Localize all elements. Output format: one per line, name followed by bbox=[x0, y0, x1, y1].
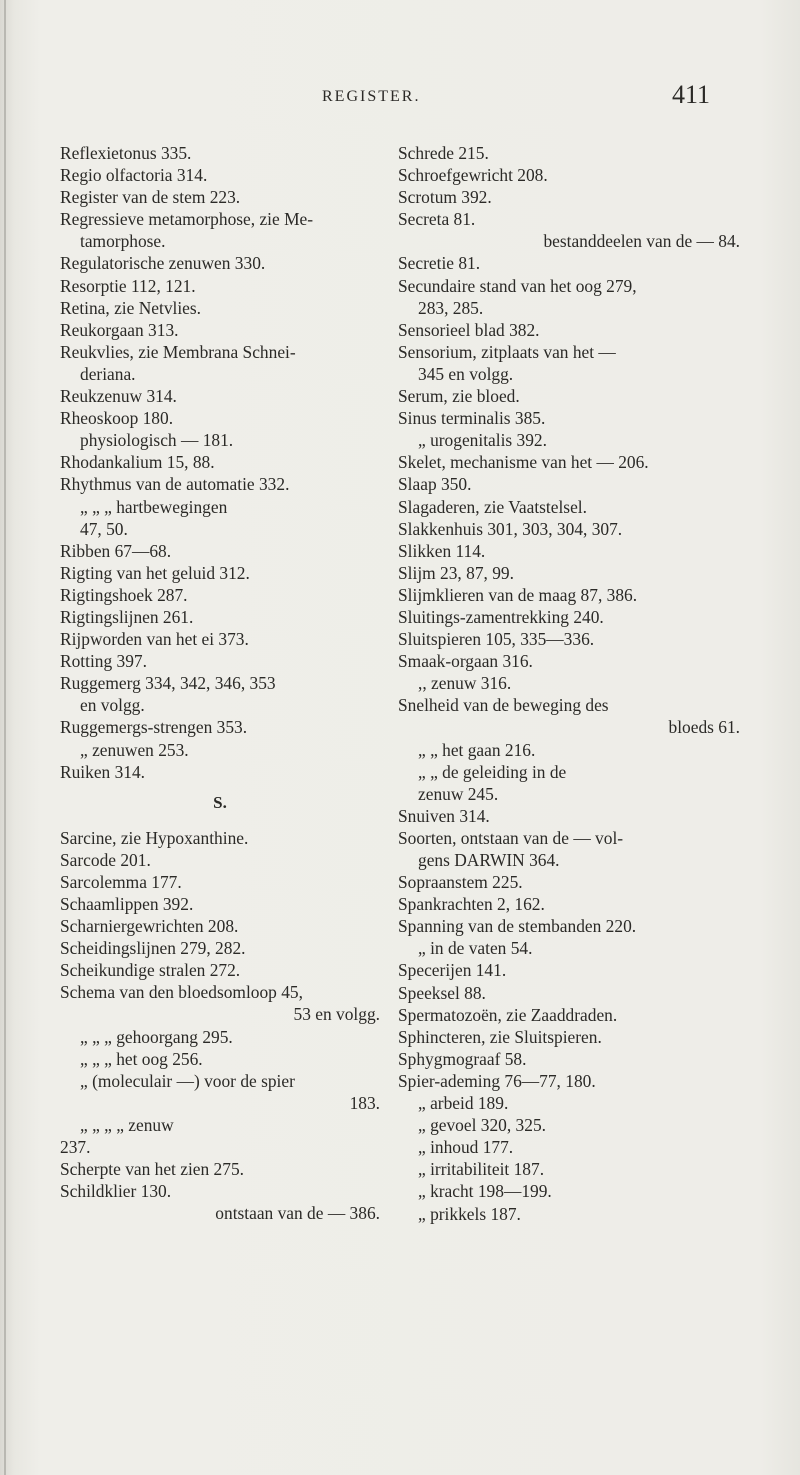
index-entry: Rhodankalium 15, 88. bbox=[60, 452, 215, 473]
index-entry: Spier-ademing 76—77, 180. bbox=[398, 1070, 596, 1091]
index-entry: Retina, zie Netvlies. bbox=[60, 297, 202, 318]
index-entry: Ribben 67—68. bbox=[60, 540, 172, 561]
index-entry-continuation: deriana. bbox=[80, 363, 136, 384]
index-entry: Rigtingslijnen 261. bbox=[60, 606, 194, 627]
index-entry: Reflexietonus 335. bbox=[60, 143, 192, 163]
index-entry: Scharniergewrichten 208. bbox=[60, 916, 239, 937]
index-entry: Scheikundige stralen 272. bbox=[60, 960, 241, 981]
index-entry: Sluitings-zamentrekking 240. bbox=[398, 606, 604, 627]
page-number: 411 bbox=[672, 80, 711, 109]
index-entry: Reukvlies, zie Membrana Schnei- bbox=[60, 341, 296, 362]
index-entry: Schroefgewricht 208. bbox=[398, 165, 548, 186]
index-entry: Spanning van de stembanden 220. bbox=[398, 916, 637, 937]
index-entry: Schrede 215. bbox=[398, 143, 489, 163]
index-entry: Speeksel 88. bbox=[398, 982, 486, 1003]
index-entry: Secundaire stand van het oog 279, bbox=[398, 275, 637, 296]
index-entry-continuation: bloeds 61. bbox=[668, 717, 740, 738]
index-subentry: „ inhoud 177. bbox=[418, 1137, 514, 1158]
index-entry: Slijm 23, 87, 99. bbox=[398, 562, 514, 583]
index-entry: Spankrachten 2, 162. bbox=[398, 894, 545, 915]
index-entry: Ruiken 314. bbox=[60, 761, 146, 782]
index-entry-continuation: 283, 285. bbox=[418, 297, 484, 318]
index-entry: Scrotum 392. bbox=[398, 187, 492, 208]
index-subentry: „ irritabiliteit 187. bbox=[418, 1159, 545, 1180]
index-entry: Sphincteren, zie Sluitspieren. bbox=[398, 1026, 602, 1047]
index-entry: Scherpte van het zien 275. bbox=[60, 1159, 244, 1180]
index-subentry: „ „ de geleiding in de bbox=[418, 761, 567, 782]
index-entry-continuation: gens DARWIN 364. bbox=[418, 850, 560, 870]
index-entry: Skelet, mechanisme van het — 206. bbox=[398, 452, 649, 473]
index-entry: Regio olfactoria 314. bbox=[60, 165, 208, 186]
index-entry: Soorten, ontstaan van de — vol- bbox=[398, 827, 624, 848]
index-entry: Rigtingshoek 287. bbox=[60, 584, 188, 605]
index-entry: Slagaderen, zie Vaatstelsel. bbox=[398, 496, 587, 517]
index-entry: Resorptie 112, 121. bbox=[60, 275, 196, 296]
index-entry: Sluitspieren 105, 335—336. bbox=[398, 629, 595, 650]
index-entry: Rotting 397. bbox=[60, 651, 147, 672]
index-entry: Slakkenhuis 301, 303, 304, 307. bbox=[398, 518, 623, 539]
index-entry-continuation: zenuw 245. bbox=[418, 783, 499, 804]
index-subentry: „ „ het gaan 216. bbox=[418, 739, 536, 760]
index-subentry: „ arbeid 189. bbox=[418, 1093, 509, 1114]
index-entry: Slaap 350. bbox=[398, 474, 472, 495]
index-entry: Rijpworden van het ei 373. bbox=[60, 629, 249, 650]
index-entry: Regulatorische zenuwen 330. bbox=[60, 253, 266, 274]
index-subentry: „ „ „ „ zenuw bbox=[80, 1114, 174, 1135]
index-entry: Sarcode 201. bbox=[60, 849, 151, 870]
index-subentry: „ kracht 198—199. bbox=[418, 1181, 552, 1202]
index-entry: Serum, zie bloed. bbox=[398, 386, 520, 407]
index-entry: Snuiven 314. bbox=[398, 805, 490, 826]
index-subentry: physiologisch — 181. bbox=[80, 430, 234, 451]
index-subentry: „ (moleculair —) voor de spier bbox=[80, 1070, 295, 1091]
index-entry: Schema van den bloedsomloop 45, bbox=[60, 982, 303, 1003]
index-column-right bbox=[398, 142, 740, 1225]
page-header bbox=[0, 80, 800, 118]
index-subentry: „ gevoel 320, 325. bbox=[418, 1115, 546, 1136]
index-entry-continuation: 47, 50. bbox=[80, 518, 128, 539]
index-column-left bbox=[60, 142, 380, 1224]
index-entry: Register van de stem 223. bbox=[60, 187, 241, 208]
index-entry: Secreta 81. bbox=[398, 209, 476, 230]
index-entry: Ruggemerg 334, 342, 346, 353 bbox=[60, 673, 276, 694]
index-entry: Rhythmus van de automatie 332. bbox=[60, 474, 290, 495]
index-entry-continuation: tamorphose. bbox=[80, 231, 166, 252]
index-entry-continuation: 345 en volgg. bbox=[418, 363, 514, 384]
index-subentry: „ „ „ het oog 256. bbox=[80, 1048, 203, 1069]
index-entry: Sarcine, zie Hypoxanthine. bbox=[60, 827, 249, 848]
index-entry: Sarcolemma 177. bbox=[60, 871, 182, 892]
index-entry: Reukzenuw 314. bbox=[60, 386, 177, 407]
index-entry: Sensorieel blad 382. bbox=[398, 319, 540, 340]
index-entry: Slikken 114. bbox=[398, 540, 486, 561]
index-entry-continuation: 53 en volgg. bbox=[293, 1004, 380, 1025]
index-subentry: „ in de vaten 54. bbox=[418, 938, 533, 959]
index-entry: Specerijen 141. bbox=[398, 960, 507, 981]
index-subentry: „ „ „ gehoorgang 295. bbox=[80, 1026, 233, 1047]
index-entry: Sphygmograaf 58. bbox=[398, 1048, 527, 1069]
index-entry: Snelheid van de beweging des bbox=[398, 695, 609, 716]
index-entry: Schaamlippen 392. bbox=[60, 894, 194, 914]
index-entry: Regressieve metamorphose, zie Me- bbox=[60, 209, 314, 230]
index-entry: Smaak-orgaan 316. bbox=[398, 651, 533, 672]
index-entry: Sensorium, zitplaats van het — bbox=[398, 341, 616, 362]
running-title: REGISTER. bbox=[322, 88, 421, 105]
index-entry: Rigting van het geluid 312. bbox=[60, 562, 250, 583]
index-subentry: „ urogenitalis 392. bbox=[418, 430, 547, 451]
index-entry: Secretie 81. bbox=[398, 253, 481, 274]
page-edge-shadow bbox=[4, 0, 6, 1475]
index-subentry: ontstaan van de — 386. bbox=[215, 1203, 380, 1224]
index-entry-continuation: en volgg. bbox=[80, 695, 145, 716]
index-subentry: „ prikkels 187. bbox=[418, 1203, 521, 1224]
index-entry: Schildklier 130. bbox=[60, 1181, 172, 1202]
index-entry: Scheidingslijnen 279, 282. bbox=[60, 938, 246, 959]
section-letter: S. bbox=[213, 792, 227, 812]
index-entry: Rheoskoop 180. bbox=[60, 408, 174, 429]
index-entry-continuation: 183. bbox=[349, 1092, 380, 1113]
index-entry: Sopraanstem 225. bbox=[398, 872, 523, 893]
index-entry: Sinus terminalis 385. bbox=[398, 408, 546, 429]
index-subentry: „ „ „ hartbewegingen bbox=[80, 496, 228, 517]
index-entry: Reukorgaan 313. bbox=[60, 319, 179, 340]
index-subentry: ,, zenuw 316. bbox=[418, 673, 512, 694]
index-entry: Spermatozoën, zie Zaaddraden. bbox=[398, 1004, 618, 1025]
index-entry: Slijmklieren van de maag 87, 386. bbox=[398, 584, 638, 605]
index-subentry: bestanddeelen van de — 84. bbox=[543, 231, 740, 252]
index-entry: Ruggemergs-strengen 353. bbox=[60, 717, 248, 738]
index-subentry: „ zenuwen 253. bbox=[80, 739, 189, 760]
index-entry-continuation: 237. bbox=[60, 1137, 91, 1158]
